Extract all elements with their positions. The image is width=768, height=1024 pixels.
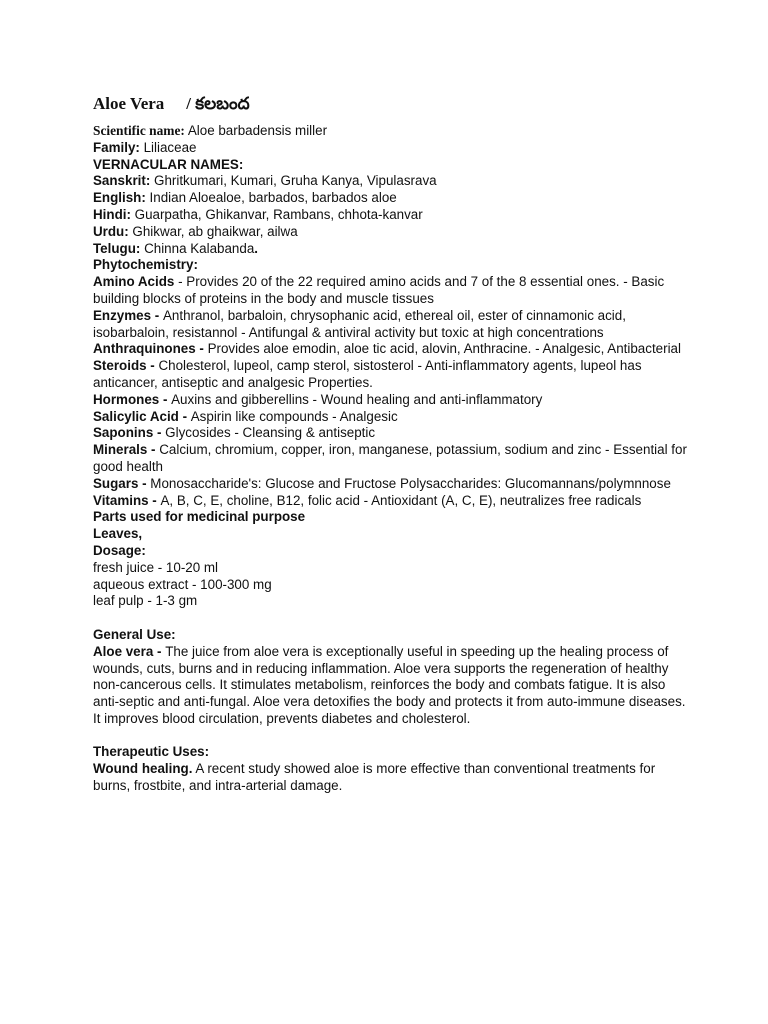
scientific-name-value: Aloe barbadensis miller [184, 123, 328, 138]
general-use-paragraph: Aloe vera - The juice from aloe vera is exceptionally useful in speeding up the healing process of wounds, cuts, burns and in reducing inflammation. Aloe vera supports the regeneration of healthy non-cancerous cells. It stimulates metabolism, reinforces the body and combats fatigue. It is also anti-septic and anti-fungal. Aloe vera detoxifies the body and protects it from auto-immune diseases. It improves blood circulation, prevents diabetes and cholesterol. [93, 643, 686, 726]
dosage-item: fresh juice - 10-20 ml [93, 559, 219, 575]
scientific-name-label: Scientific name: [93, 123, 185, 138]
family-label: Family: [93, 139, 140, 155]
phyto-item: Steroids - Cholesterol, lupeol, camp sterol, sistosterol - Anti-inflammatory agents, lupeol has anticancer, antiseptic and analgesic Properties. [93, 358, 642, 390]
parts-value: Leaves, [93, 526, 143, 542]
phyto-item: Enzymes - Anthranol, barbaloin, chrysophanic acid, ethereal oil, ester of cinnamonic acid, isobarbaloin, resistannol - Antifungal & antiviral activity but toxic at high concentrations [93, 307, 626, 340]
therapeutic-paragraph: Wound healing. A recent study showed aloe is more effective than conventional treatments for burns, frostbite, and intra-arterial damage. [93, 761, 656, 794]
spacer [93, 610, 693, 627]
vernacular-heading: VERNACULAR NAMES: [93, 156, 244, 172]
page-title [93, 94, 693, 114]
phyto-item: Hormones - Auxins and gibberellins - Wound healing and anti-inflammatory [93, 391, 543, 407]
general-use-heading: General Use: [93, 626, 176, 642]
family-line [93, 140, 693, 157]
phytochemistry-heading: Phytochemistry: [93, 257, 198, 273]
spacer [93, 728, 693, 745]
title-main: Aloe Vera [93, 94, 165, 113]
vernacular-item: Telugu: Chinna Kalabanda. [93, 240, 259, 256]
phyto-item: Sugars - Monosaccharide's: Glucose and Fructose Polysaccharides: Glucomannans/polymnnose [93, 475, 671, 491]
dosage-item: aqueous extract - 100-300 mg [93, 576, 272, 592]
dosage-item: leaf pulp - 1-3 gm [93, 593, 198, 609]
vernacular-item: Sanskrit: Ghritkumari, Kumari, Gruha Kanya, Vipulasrava [93, 173, 437, 189]
vernacular-item: Urdu: Ghikwar, ab ghaikwar, ailwa [93, 223, 298, 239]
phyto-item: Saponins - Glycosides - Cleansing & antiseptic [93, 425, 376, 441]
phyto-item: Minerals - Calcium, chromium, copper, iron, manganese, potassium, sodium and zinc - Essential for good health [93, 442, 687, 474]
phyto-item: Anthraquinones - Provides aloe emodin, aloe tic acid, alovin, Anthracine. - Analgesic, Antibacterial [93, 341, 681, 357]
phyto-item: Vitamins - A, B, C, E, choline, B12, folic acid - Antioxidant (A, C, E), neutralizes free radicals [93, 492, 642, 508]
parts-heading: Parts used for medicinal purpose [93, 509, 306, 525]
family-value: Liliaceae [139, 139, 197, 155]
title-telugu: / కలబంద [186, 94, 250, 113]
dosage-heading: Dosage: [93, 542, 146, 558]
document-content [93, 94, 693, 795]
vernacular-item: Hindi: Guarpatha, Ghikanvar, Rambans, chhota-kanvar [93, 206, 423, 222]
phyto-item: Amino Acids - Provides 20 of the 22 required amino acids and 7 of the 8 essential ones. - Basic building blocks of proteins in the body and muscle tissues [93, 274, 665, 306]
phyto-item: Salicylic Acid - Aspirin like compounds - Analgesic [93, 408, 398, 424]
therapeutic-uses-heading: Therapeutic Uses: [93, 744, 210, 760]
scientific-name-line [93, 123, 693, 140]
vernacular-item: English: Indian Aloealoe, barbados, barbados aloe [93, 190, 397, 206]
